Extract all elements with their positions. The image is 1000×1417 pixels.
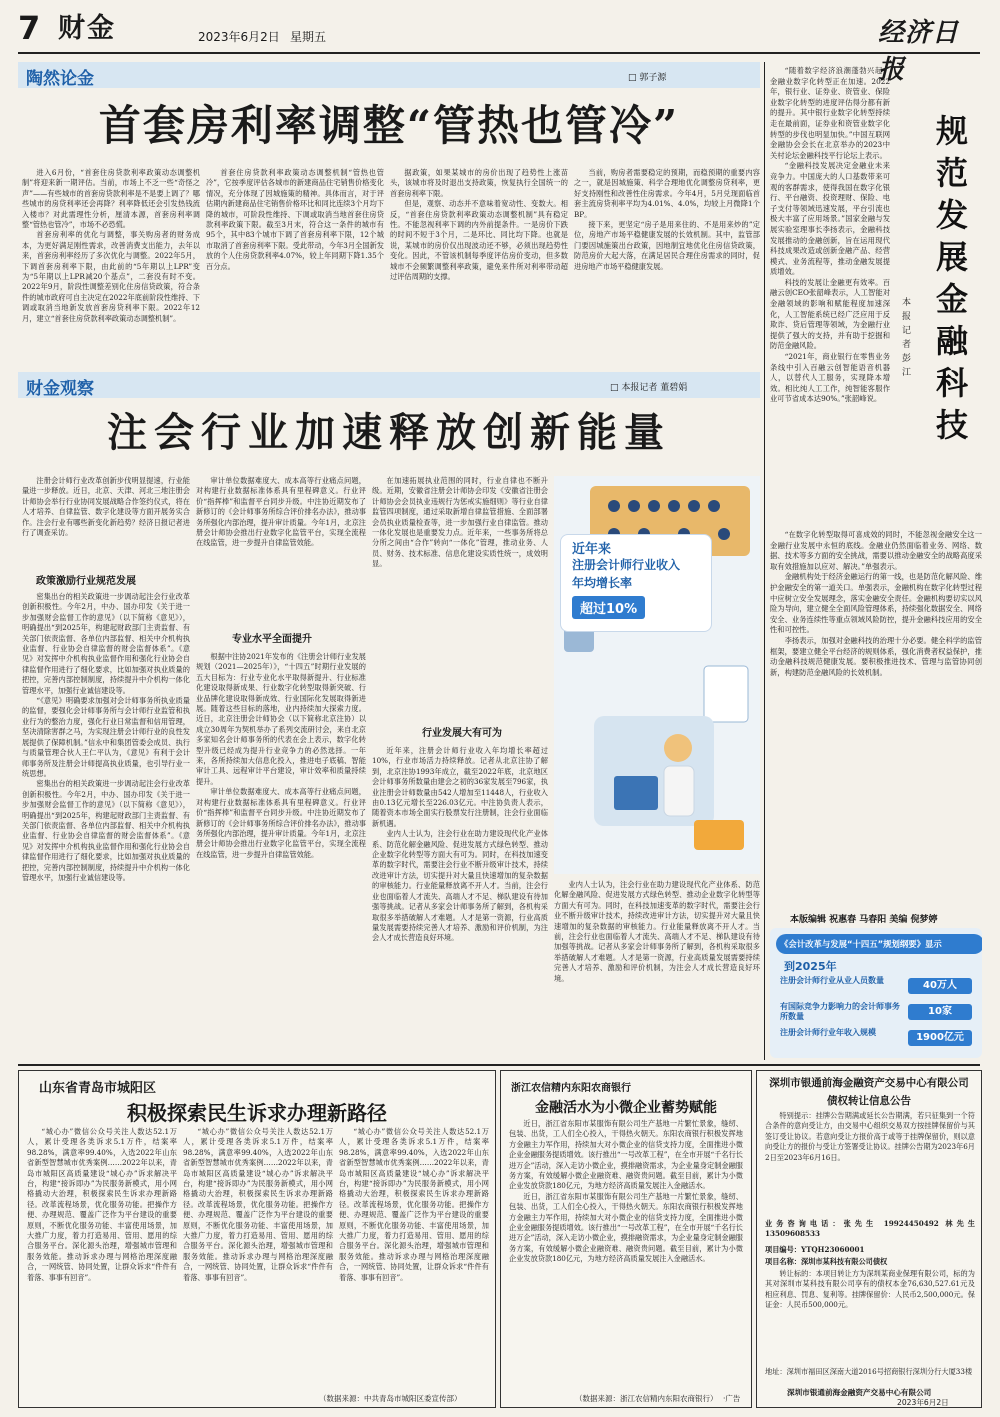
plan-row-value: 10家 bbox=[908, 1004, 972, 1020]
subhead-3: 行业发展大有可为 bbox=[422, 728, 502, 739]
article2-headline: 注会行业加速释放创新能量 bbox=[107, 409, 671, 456]
ad1-footer: （数据来源：中共青岛市城阳区委宣传部） bbox=[319, 1394, 462, 1403]
plan-row-label: 有国际竞争力影响力的会计师事务所数量 bbox=[780, 1002, 900, 1021]
article1-col4: 当前，购房者需要稳定的预期，而稳预期的重要内容之一，就是因城施策、科学合理地优化调整房贷利率，更好支持刚性和改善性住房需求。今年4月，5月兑现面临首套主流房贷利率平均为4.01%、4.0%，均较上月微降1个BP。 接下来，更坚定“房子是用来住的、不是用来炒的”定位，房地产市场平稳健康发展的长效机制。其中，监管部门要因城施策出台政策，因地制宜地优化住房信贷政策，防范房价大起大落，在满足居民合理住房需求的同时，促进房地产市场平稳健康发展。 bbox=[574, 168, 760, 271]
column-tag-2: 财金观察 bbox=[26, 379, 94, 399]
sidebar-col2: “在数字化转型取得可喜成效的同时，不能忽视金融安全这一金融行业发展中永恒的底线。金融业仍然面临着业务、网络、数据、技术等多方面的安全挑战，需要以推动金融安全的战略高度采取有效措施加以应对、解决。”单强表示。 金融机构处于经济金融运行的第一线，也是防范化解风险、维护金融安全的第一道关口。单强表示，金融机构在数字化转型过程中应树立安全发展理念，落实金融安全责任。金融机构要切实以风险为导向，建立健全全面风险管理体系，持续强化数据安全、网络安全、业务连续性等重点领域风险防控，提升金融科技应用的安全性和可控性。 李扬表示，加强对金融科技的治理十分必要。健全科学的监管框架，要建立健全平台经济的规则体系，强化消费者权益保护，推动金融科技规范健康发展。要积极推进技术、管理与监管协同创新，构建防范金融风险的长效机制。 bbox=[770, 530, 982, 677]
ad2-body: 近日，浙江省东阳市某服饰有限公司生产基地一片繁忙景象，缝纫、包装、出货，工人们全心投入，干得热火朝天。东阳农商银行积极发挥地方金融主力军作用，持续加大对小微企业的信贷支持力度，全面推进小微企业金融服务提质增效。该行推出“一号改革工程”，在全市开展“千名行长进万企”活动，深入走访小微企业，摸排融资需求，为企业量身定制金融服务方案，有效缓解小微企业融资难、融资贵问题。截至目前，累计为小微企业发放贷款180亿元，为地方经济高质量发展注入金融活水。 近日，浙江省东阳市某服饰有限公司生产基地一片繁忙景象，缝纫、包装、出货，工人们全心投入，干得热火朝天。东阳农商银行积极发挥地方金融主力军作用，持续加大对小微企业的信贷支持力度，全面推进小微企业金融服务提质增效。该行推出“一号改革工程”，在全市开展“千名行长进万企”活动，深入走访小微企业，摸排融资需求，为企业量身定制金融服务方案，有效缓解小微企业融资难、融资贵问题。截至目前，累计为小微企业发放贷款180亿元，为地方经济高质量发展注入金融活水。 bbox=[509, 1119, 743, 1264]
article1-col1: 进入6月份，“首套住房贷款利率政策动态调整机制”将迎来新一期评估。当前，市场上不乏一些“奇怪之声”——有些城市的首套房贷款利率是不是要上调了？哪些城市的房贷利率还会再降？利率降低还会引发热钱流入楼市？对此需理性分析，厘清本源，首套房利率调整“管热也管冷”，市场不必恐慌。 首套房利率的优化与调整，事关购房者的财务成本，为更好满足刚性需求，改善消费支出能力，去年以来，首套房利率经历了多次优化与调整。2022年5月，下调首套房利率下限，由此前的“5年期以上LPR”变为“5年期以上LPR减20个基点”，二套没有时不变。2022年9月，阶段性调整差别化住房信贷政策，符合条件的城市政府可自主决定在2022年底前阶段性维持、下调或取消当地新发放首套房贷利率下限。2022年12月，建立“首套住房贷款利率政策动态调整机制”。 bbox=[22, 168, 200, 323]
ad3-body: 特别提示：挂牌公告期满或延长公告期满，若只征集到一个符合条件的意向受让方，由交易中心组织交易双方按挂牌保留价与其签订受让协议。若意向受让方报价高于或等于挂牌保留价，则以意向受让方的报价与受让方签署受让协议。挂牌公告期为2023年6月2日至2023年6月16日。 bbox=[765, 1111, 975, 1162]
ad2-title: 金融活水为小微企业蓄势赋能 bbox=[535, 1100, 717, 1116]
masthead-logo: 经济日报 bbox=[878, 18, 960, 85]
ad2-footer: （数据来源：浙江农信精内东阳农商银行） bbox=[575, 1394, 718, 1403]
plan-row-label: 注册会计师行业从业人员数量 bbox=[780, 976, 884, 985]
ad1-title: 积极探索民生诉求办理新路径 bbox=[127, 1101, 387, 1125]
plan-row bbox=[780, 1028, 972, 1050]
ad-qingdao bbox=[18, 1070, 496, 1408]
ad3-project-no: 项目编号：YTQH23060001 bbox=[765, 1245, 865, 1254]
growth-line3: 年均增长率 bbox=[572, 576, 633, 590]
article2-colD: 业内人士认为，注会行业在助力建设现代化产业体系、防范化解金融风险、促进发展方式绿色转型、推动企业数字化转型等方面大有可为。同时，在科技加速变革的数字时代，需要注会行业不断升级审计技术，持续改进审计方法，切实提升对大量且快速增加的复杂数据的审核能力。行业能量释放离不开人才。当前，注会行业也面临着人才流失、高端人才不足、梯队建设有待加强等挑战。记者从多家会计师事务所了解到，各机构采取很多举措破解人才难题。人才是第一资源，行业高质量发展需要持续完善人才培养、激励和评价机制，为注会人才成长营造良好环境。 bbox=[554, 880, 760, 983]
sidebar-title: 规范发展金融科技 bbox=[936, 112, 969, 444]
article2-colB: 根据中注协2021年发布的《注册会计师行业发展规划（2021—2025年）》，“十四五”时期行业发展的五大目标为：行业专业化水平取得新提升、行业标准化建设取得新成果、行业数字化转型取得新突破、行业品牌化建设取得新成效、行业国际化发展取得新进展。随着这些目标的落地，业内持续加大探索力度。近日，北京注册会计师协会（以下简称北京注协）以成立30周年为契机举办了系列交流研讨会，来自北京多家知名会计师事务所的代表在会上表示，数字化转型升级已经成为提升行业竞争力的必然选择。一年来，各所持续加大信息化投入，推进电子底稿、智能审计工具、远程审计平台建设，审计效率和质量持续提升。 审计单位数据难度大、成本高等行业痛点问题，对构建行业数据标准体系具有里程碑意义。行业评价“指挥棒”和监督平台同步升级。中注协近期发布了新修订的《会计师事务所综合评价排名办法》，推动事务所强化内部治理，提升审计质量。今年1月，北京注册会计师协会推出行业数字化监管平台，实现全流程在线监管，进一步提升自律监管效能。 bbox=[196, 652, 366, 859]
ad1-body: “城心办”微信公众号关注人数达52.1万人，累计受理各类诉求5.1万件，结案率98.28%，满意率99.40%，入选2022年山东省新型智慧城市优秀案例……2022年以来，青岛市城阳区高质量建设“城心办”诉求解决平台，构建“接诉即办”为民服务新模式，用小网格撬动大治理，积极探索民生诉求办理新路径。改革流程场景，优化服务功能。把操作方便、办理规范、覆盖广泛作为平台建设的重要原则，不断优化服务功能、丰富使用场景，加大推广力度，着力打造易用、管用、愿用的综合服务平台。深化源头治理，增强城市管理和服务效能。推动诉求办理与网格治理深度融合，一网统管、协同处置，让群众诉求“件件有着落、事事有回音”。 bbox=[27, 1127, 177, 1282]
growth-value: 超过10% bbox=[572, 596, 645, 619]
ad1-org: 山东省青岛市城阳区 bbox=[39, 1081, 157, 1096]
ad3-project-name: 项目名称：深圳市某科技有限公司债权 bbox=[765, 1257, 888, 1266]
article2-colC: 近年来，注册会计师行业收入年均增长率超过10%，行业市场活力持续释放。记者从北京注协了解到，北京注协1993年成立，截至2022年底，北京地区会计师事务所数量由建会之初的36家发展至796家，执业注册会计师数量由542人增加至11448人，行业收入由0.13亿元增长至226.03亿元。中注协负责人表示，随着资本市场全面实行股票发行注册制，注会行业面临新机遇。 业内人士认为，注会行业在助力建设现代化产业体系、防范化解金融风险、促进发展方式绿色转型、推动企业数字化转型等方面大有可为。同时，在科技加速变革的数字时代，需要注会行业不断升级审计技术，持续改进审计方法，切实提升对大量且快速增加的复杂数据的审核能力。行业能量释放离不开人才。当前，注会行业也面临着人才流失、高端人才不足、梯队建设有待加强等挑战。记者从多家会计师事务所了解到，各机构采取很多举措破解人才难题。人才是第一资源，行业高质量发展需要持续完善人才培养、激励和评价机制，为注会人才成长营造良好环境。 bbox=[372, 746, 548, 943]
subhead-2: 专业水平全面提升 bbox=[232, 634, 312, 645]
article2-colB-top: 审计单位数据难度大、成本高等行业痛点问题，对构建行业数据标准体系具有里程碑意义。行业评价“指挥棒”和监督平台同步升级。中注协近期发布了新修订的《会计师事务所综合评价排名办法》，推动事务所强化内部治理，提升审计质量。今年1月，北京注册会计师协会推出行业数字化监管平台，实现全流程在线监管，进一步提升自律监管效能。 bbox=[196, 476, 366, 548]
article1-byline: □ 郭子源 bbox=[628, 73, 667, 83]
ad-shenzhen bbox=[756, 1070, 982, 1408]
header-rule bbox=[18, 52, 980, 54]
growth-line2: 注册会计师行业收入 bbox=[572, 558, 681, 572]
ad3-date: 2023年6月2日 bbox=[897, 1398, 949, 1407]
ad1-body: “城心办”微信公众号关注人数达52.1万人，累计受理各类诉求5.1万件，结案率98.28%，满意率99.40%，入选2022年山东省新型智慧城市优秀案例……2022年以来，青岛市城阳区高质量建设“城心办”诉求解决平台，构建“接诉即办”为民服务新模式，用小网格撬动大治理，积极探索民生诉求办理新路径。改革流程场景，优化服务功能。把操作方便、办理规范、覆盖广泛作为平台建设的重要原则，不断优化服务功能、丰富使用场景，加大推广力度，着力打造易用、管用、愿用的综合服务平台。深化源头治理，增强城市管理和服务效能。推动诉求办理与网格治理深度融合，一网统管、协同处置，让群众诉求“件件有着落、事事有回音”。 bbox=[339, 1127, 489, 1282]
plan-row-value: 1900亿元 bbox=[908, 1030, 972, 1046]
subhead-1: 政策激励行业规范发展 bbox=[36, 576, 136, 587]
ad3-contact: 业务咨询电话：张先生 19924450492 林先生 13509608533 bbox=[765, 1219, 975, 1239]
infographic-plan bbox=[770, 928, 982, 1058]
ad3-subtitle: 债权转让信息公告 bbox=[827, 1095, 911, 1107]
ads-divider bbox=[18, 1064, 980, 1066]
plan-row-label: 注册会计师行业年收入规模 bbox=[780, 1028, 876, 1037]
sidebar-col1: “随着数字经济浪潮蓬勃兴起，金融业数字化转型正在加速。2022年，银行业、证券业、资管业、保险业数字化转型的进度评估得分都有新的提升。其中银行业数字化转型持续走在最前面，证券业和资管业数字化转型的步伐也明显加快。”中国互联网金融协会会长在北京举办的2023中关村论坛金融科技平行论坛上表示。 “金融科技发展决定金融业未来竞争力。中国庞大的人口基数带来可观的客群需求，使得我国在数字化银行、平台融资、投资理财、保险、电子支付等领域迅速发展，平台引流也极大丰富了应用场景。”国家金融与发展实验室理事长李扬表示，金融科技发展推动的金融创新，旨在运用现代科技成果改造或创新金融产品、经营模式、业务流程等，推动金融发展提质增效。 科技的发展让金融更有效率。百融云创CEO张韶峰表示，人工智能对金融领域的影响和赋能程度加速深化，人工智能系统已经广泛应用于反欺诈、贷后管理等领域，为金融行业提供了强大的支持，并有助于挖掘和防范金融风险。 “2021年，商业银行在零售业务条线中引入百融云创智能语音机器人，以替代人工服务，实现降本增效。相比纯人工工作，纯智能客服作业可节省成本达90%。”张韶峰说。 bbox=[770, 66, 890, 404]
column-tag: 陶然论金 bbox=[26, 69, 94, 89]
article1-col3: 据政策，如果某城市的房价出现了趋势性上涨苗头，该城市将及时退出支持政策，恢复执行全国统一的首套房利率下限。 但是，观察、动态并不意味着宽动性、变数大。相反，“首套住房贷款利率政策动态调整机制”具有稳定性。不能忽视利率下调的内外前提条件。一是房价下跌的时间不短于3个月，二是环比、同比均下降。也就是说，某城市的房价仅出现波动还不够，必须出现趋势性变化。因此，不管该机制每季度评估房价变动，但多数城市不会频繁调整利率政策，避免来件所对利率带动超过评估周期的支撑。 bbox=[390, 168, 568, 282]
article1-col2: 首套住房贷款利率政策动态调整机制“管热也管冷”，它按季度评估各城市的新建商品住宅销售价格变化情况，充分体现了因城施策的精神。具体而言，对于评估期内新建商品住宅销售价格环比和同比连续3个月均下降的城市，可阶段性维持、下调或取消当地首套住房贷款利率政策下限。截至3月末，符合这一条件的城市有95个，其中83个城市下调了首套房利率下限，12个城市取消了首套房利率下限。受此带动，今年3月全国新发放的个人住房贷款利率4.07%，较上年同期下降1.35个百分点。 bbox=[206, 168, 384, 271]
sidebar-divider bbox=[764, 62, 765, 1060]
ad3-sign: 深圳市银通前海金融资产交易中心有限公司 bbox=[787, 1388, 932, 1397]
page-number: 7 bbox=[18, 9, 41, 47]
ad-dongyang bbox=[500, 1070, 752, 1408]
ad2-org: 浙江农信精内东阳农商银行 bbox=[511, 1083, 631, 1094]
plan-title: 《会计改革与发展“十四五”规划纲要》显示 bbox=[776, 934, 982, 954]
article2-colA: 密集出台的相关政策进一步调动起注会行业改革创新积极性。今年2月，中办、国办印发《关于进一步加强财会监督工作的意见》（以下简称《意见》），明确提出“到2025年，构建起财政部门主责监督、有关部门依责监督、各单位内部监督、相关中介机构执业监督、行业协会自律监督的财会监督体系”。《意见》对发挥中介机构执业监督作用和强化行业协会自律监督作用进行了细化要求，比如加强对执业质量的把控，完善内部控制制度，持续提升中介机构一体化管理水平，加强行业诚信建设等。 “《意见》明确要求加强对会计师事务所执业质量的监督，要强化会计师事务所与会计师行业监管和执业行为的整治力度，强化行业日常监督和信用管理，坚决清除害群之马，为实现注册会计师行业的良性发展提供了保障机制。”信永中和集团管委会成员、执行与质量管理合伙人王仁平认为，《意见》有利于会计师事务所及注册会计师提高执业质量，也引导行业一统思想。 密集出台的相关政策进一步调动起注会行业改革创新积极性。今年2月，中办、国办印发《关于进一步加强财会监督工作的意见》（以下简称《意见》），明确提出“到2025年，构建起财政部门主责监督、有关部门依责监督、各单位内部监督、相关中介机构执业监督、行业协会自律监督的财会监督体系”。《意见》对发挥中介机构执业监督作用和强化行业协会自律监督作用进行了细化要求，比如加强对执业质量的把控，完善内部控制制度，持续提升中介机构一体化管理水平，加强行业诚信建设等。 bbox=[22, 592, 190, 882]
plan-row bbox=[780, 1002, 972, 1024]
issue-date: 2023年6月2日 bbox=[198, 30, 280, 44]
sidebar-byline: 本报记者 彭江 bbox=[902, 298, 912, 378]
article2-intro: 注册会计师行业改革创新步伐明显提速，行业能量进一步释放。近日，北京、天津、河北三地注册会计师协会举行行业协同发展战略合作签约仪式，将在人才培养、自律监管、数字化建设等方面开展务实合作。注会行业有哪些新变化新趋势？经济日报记者进行了调查采访。 bbox=[22, 476, 190, 538]
ad3-title: 深圳市银通前海金融资产交易中心有限公司 bbox=[769, 1077, 969, 1089]
plan-deadline: 到2025年 bbox=[784, 960, 837, 973]
article2-byline: □ 本报记者 董碧娟 bbox=[610, 383, 688, 393]
ad2-mark: ·广告 bbox=[723, 1394, 741, 1403]
ad3-details: 转让标的：本项目转让方为深圳某商业保理有限公司，标的为其对深圳市某科技有限公司享有的债权本金76,630,527.61元及相应利息、罚息、复利等。挂牌保留价：人民币2,500,000元。保证金：人民币500,000元。 bbox=[765, 1269, 975, 1310]
section-name: 财金 bbox=[58, 13, 116, 44]
page-credits: 本版编辑 祝惠春 马春阳 美编 倪梦婷 bbox=[790, 915, 938, 925]
plan-row-value: 40万人 bbox=[908, 978, 972, 994]
ad1-body: “城心办”微信公众号关注人数达52.1万人，累计受理各类诉求5.1万件，结案率98.28%，满意率99.40%，入选2022年山东省新型智慧城市优秀案例……2022年以来，青岛市城阳区高质量建设“城心办”诉求解决平台，构建“接诉即办”为民服务新模式，用小网格撬动大治理，积极探索民生诉求办理新路径。改革流程场景，优化服务功能。把操作方便、办理规范、覆盖广泛作为平台建设的重要原则，不断优化服务功能、丰富使用场景，加大推广力度，着力打造易用、管用、愿用的综合服务平台。深化源头治理，增强城市管理和服务效能。推动诉求办理与网格治理深度融合，一网统管、协同处置，让群众诉求“件件有着落、事事有回音”。 bbox=[183, 1127, 333, 1282]
growth-line1: 近年来 bbox=[572, 542, 612, 557]
ad3-address: 地址：深圳市福田区深南大道2016号招商银行深圳分行大厦33楼 bbox=[765, 1367, 973, 1376]
plan-row bbox=[780, 976, 972, 998]
article1-headline: 首套房利率调整“管热也管冷” bbox=[98, 101, 680, 150]
infographic-growth bbox=[554, 476, 760, 874]
issue-weekday: 星期五 bbox=[290, 30, 327, 44]
article2-colC-top: 在加速拓展执业范围的同时，行业自律也不断升级。近期，安徽省注册会计师协会印发《安徽省注册会计师协会会员执业违规行为惩戒实施细则》等行业自律监管四项制度，通过采取新增自律监管措施、全面部署会员执业质量检查等，进一步加强行业自律监管。推动一体化发展也是重要发力点。近年来，一些事务所将总分所之间由“合作”转向“一体化”管理，推动业务、人员、财务、技术标准、信息化建设实质性统一，成效明显。 bbox=[372, 476, 548, 569]
